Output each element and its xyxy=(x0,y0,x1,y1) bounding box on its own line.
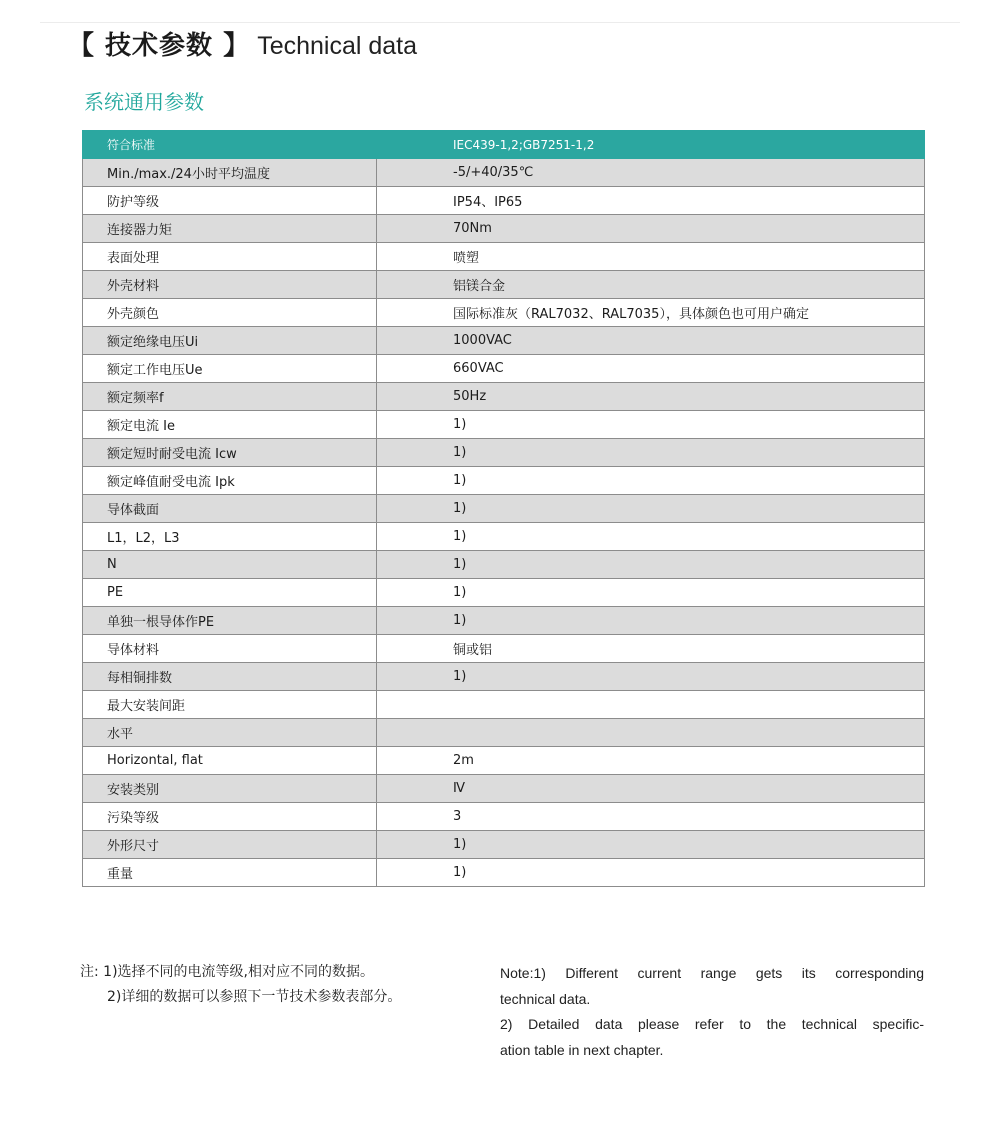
table-row xyxy=(83,243,925,271)
table-cell-value: 1) xyxy=(377,663,925,691)
table-cell-label: 水平 xyxy=(83,719,377,747)
table-row xyxy=(83,691,925,719)
note-english-line-4: ation table in next chapter. xyxy=(500,1041,664,1058)
table-cell-value: -5/+40/35℃ xyxy=(377,159,925,187)
note-chinese xyxy=(80,960,470,1010)
table-cell-value: 国际标准灰（RAL7032、RAL7035），具体颜色也可用户确定 xyxy=(377,299,925,327)
page-title-chinese: 【 技术参数 】 xyxy=(68,31,251,61)
table-row xyxy=(83,299,925,327)
table-row xyxy=(83,355,925,383)
table-row xyxy=(83,831,925,859)
table-cell-label: Horizontal, flat xyxy=(83,747,377,775)
table-row xyxy=(83,523,925,551)
technical-data-table-body xyxy=(83,131,925,887)
table-cell-value: Ⅳ xyxy=(377,775,925,803)
table-cell-value: 1) xyxy=(377,831,925,859)
page-title xyxy=(68,26,417,66)
table-cell-label: 重量 xyxy=(83,859,377,887)
table-cell-value: 铜或铝 xyxy=(377,635,925,663)
table-cell-value: 铝镁合金 xyxy=(377,271,925,299)
table-cell-value: 1) xyxy=(377,467,925,495)
table-row xyxy=(83,383,925,411)
table-cell-value: 3 xyxy=(377,803,925,831)
table-cell-label: 防护等级 xyxy=(83,187,377,215)
table-header-label: 符合标准 xyxy=(83,131,377,159)
table-row xyxy=(83,495,925,523)
table-cell-label: 污染等级 xyxy=(83,803,377,831)
table-cell-label: 额定绝缘电压Ui xyxy=(83,327,377,355)
table-row xyxy=(83,215,925,243)
table-cell-label: N xyxy=(83,551,377,579)
table-cell-label: 每相铜排数 xyxy=(83,663,377,691)
table-row xyxy=(83,803,925,831)
table-cell-label: 连接器力矩 xyxy=(83,215,377,243)
table-cell-value: 1) xyxy=(377,607,925,635)
table-cell-label: 额定工作电压Ue xyxy=(83,355,377,383)
table-cell-label: PE xyxy=(83,579,377,607)
header-divider xyxy=(40,22,960,23)
note-english-line-2: technical data. xyxy=(500,990,591,1007)
table-cell-label: 额定频率f xyxy=(83,383,377,411)
table-cell-label: 额定峰值耐受电流 Ipk xyxy=(83,467,377,495)
table-header-value: IEC439-1,2;GB7251-1,2 xyxy=(377,131,925,159)
table-cell-label: 额定电流 Ie xyxy=(83,411,377,439)
table-row xyxy=(83,187,925,215)
table-cell-value xyxy=(377,719,925,747)
table-cell-value: 1) xyxy=(377,551,925,579)
table-row xyxy=(83,271,925,299)
table-row xyxy=(83,635,925,663)
table-cell-label: 表面处理 xyxy=(83,243,377,271)
table-cell-label: 外壳颜色 xyxy=(83,299,377,327)
table-cell-value: 1) xyxy=(377,859,925,887)
table-row xyxy=(83,467,925,495)
table-row xyxy=(83,579,925,607)
table-row xyxy=(83,663,925,691)
note-english-line-1: Note:1) Different current range gets its corresponding xyxy=(500,965,924,981)
table-cell-value: 1) xyxy=(377,411,925,439)
table-cell-label: 单独一根导体作PE xyxy=(83,607,377,635)
table-row xyxy=(83,327,925,355)
table-cell-value: IP54、IP65 xyxy=(377,187,925,215)
table-cell-value: 1) xyxy=(377,579,925,607)
table-cell-label: 外壳材料 xyxy=(83,271,377,299)
table-cell-label: L1，L2，L3 xyxy=(83,523,377,551)
note-english-line-3: 2) Detailed data please refer to the technical specific- xyxy=(500,1016,924,1032)
table-cell-value: 70Nm xyxy=(377,215,925,243)
table-cell-label: 外形尺寸 xyxy=(83,831,377,859)
technical-data-table xyxy=(82,130,925,887)
table-cell-label: 额定短时耐受电流 Icw xyxy=(83,439,377,467)
table-row xyxy=(83,607,925,635)
table-cell-value: 喷塑 xyxy=(377,243,925,271)
table-row xyxy=(83,747,925,775)
page-title-english: Technical data xyxy=(257,32,418,60)
table-cell-label: 导体截面 xyxy=(83,495,377,523)
table-cell-value: 1) xyxy=(377,439,925,467)
table-header-row xyxy=(83,131,925,159)
table-row xyxy=(83,859,925,887)
table-cell-label: 最大安装间距 xyxy=(83,691,377,719)
table-cell-value: 1) xyxy=(377,523,925,551)
section-title: 系统通用参数 xyxy=(84,90,204,114)
table-cell-label: Min./max./24小时平均温度 xyxy=(83,159,377,187)
table-row xyxy=(83,719,925,747)
table-cell-value: 1) xyxy=(377,495,925,523)
table-row xyxy=(83,775,925,803)
table-cell-value xyxy=(377,691,925,719)
table-row xyxy=(83,439,925,467)
table-row xyxy=(83,159,925,187)
table-cell-label: 导体材料 xyxy=(83,635,377,663)
table-cell-value: 2m xyxy=(377,747,925,775)
note-english xyxy=(500,961,924,1063)
note-chinese-line-1: 注: 1)选择不同的电流等级,相对应不同的数据。 xyxy=(80,964,374,980)
note-chinese-line-2: 2)详细的数据可以参照下一节技术参数表部分。 xyxy=(107,989,402,1005)
table-cell-value: 1000VAC xyxy=(377,327,925,355)
table-cell-value: 50Hz xyxy=(377,383,925,411)
table-row xyxy=(83,551,925,579)
table-cell-label: 安装类别 xyxy=(83,775,377,803)
table-cell-value: 660VAC xyxy=(377,355,925,383)
table-row xyxy=(83,411,925,439)
